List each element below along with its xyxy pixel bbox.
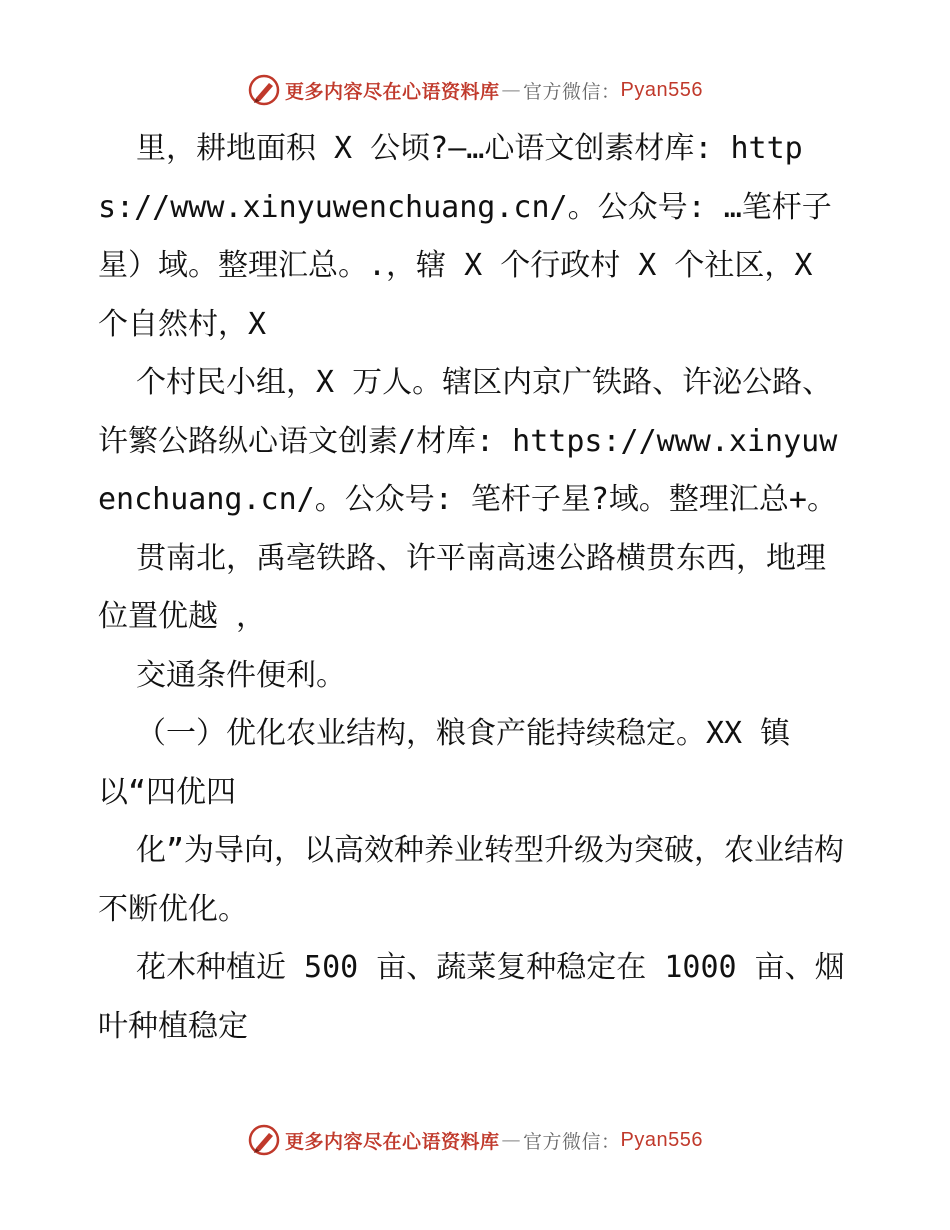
paragraph: 化”为导向，以高效种养业转型升级为突破，农业结构不断优化。 — [98, 833, 845, 927]
paragraph: 交通条件便利。 — [136, 657, 346, 693]
banner-wechat-label: 官方微信： — [523, 1130, 621, 1153]
header-banner — [0, 70, 950, 110]
paragraph: 里，耕地面积 X 公顷?—…心语文创素材库: https://www.xinyuwenchuang.cn/。公众号: …笔杆子星）域。整理汇总。.，辖 X 个行政村 X 个社区，X 个自然村，X — [98, 131, 832, 342]
banner-main-text: 更多内容尽在心语资料库 — [285, 1130, 500, 1153]
banner-wechat-label: 官方微信： — [523, 80, 621, 103]
paragraph: 花木种植近 500 亩、蔬菜复种稳定在 1000 亩、烟叶种植稳定 — [98, 950, 845, 1044]
paragraph: 个村民小组，X 万人。辖区内京广铁路、许泌公路、许繁公路纵心语文创素/材库: https://www.xinyuwenchuang.cn/。公众号: 笔杆子星?域。整理汇总+。 — [98, 365, 838, 517]
document-body — [98, 120, 850, 1056]
banner-wechat-id: Pyan556 — [620, 78, 703, 101]
paragraph: （一）优化农业结构，粮食产能持续稳定。XX 镇以“四优四 — [98, 716, 791, 810]
banner-separator: — — [501, 79, 522, 101]
footer-banner — [0, 1120, 950, 1160]
pen-logo-icon — [247, 1123, 281, 1157]
banner-separator: — — [501, 1129, 522, 1151]
banner-wechat-id: Pyan556 — [620, 1128, 703, 1151]
banner-main-text: 更多内容尽在心语资料库 — [285, 80, 500, 103]
paragraph: 贯南北，禹亳铁路、许平南高速公路横贯东西，地理位置优越 ， — [98, 540, 826, 634]
pen-logo-icon — [247, 73, 281, 107]
